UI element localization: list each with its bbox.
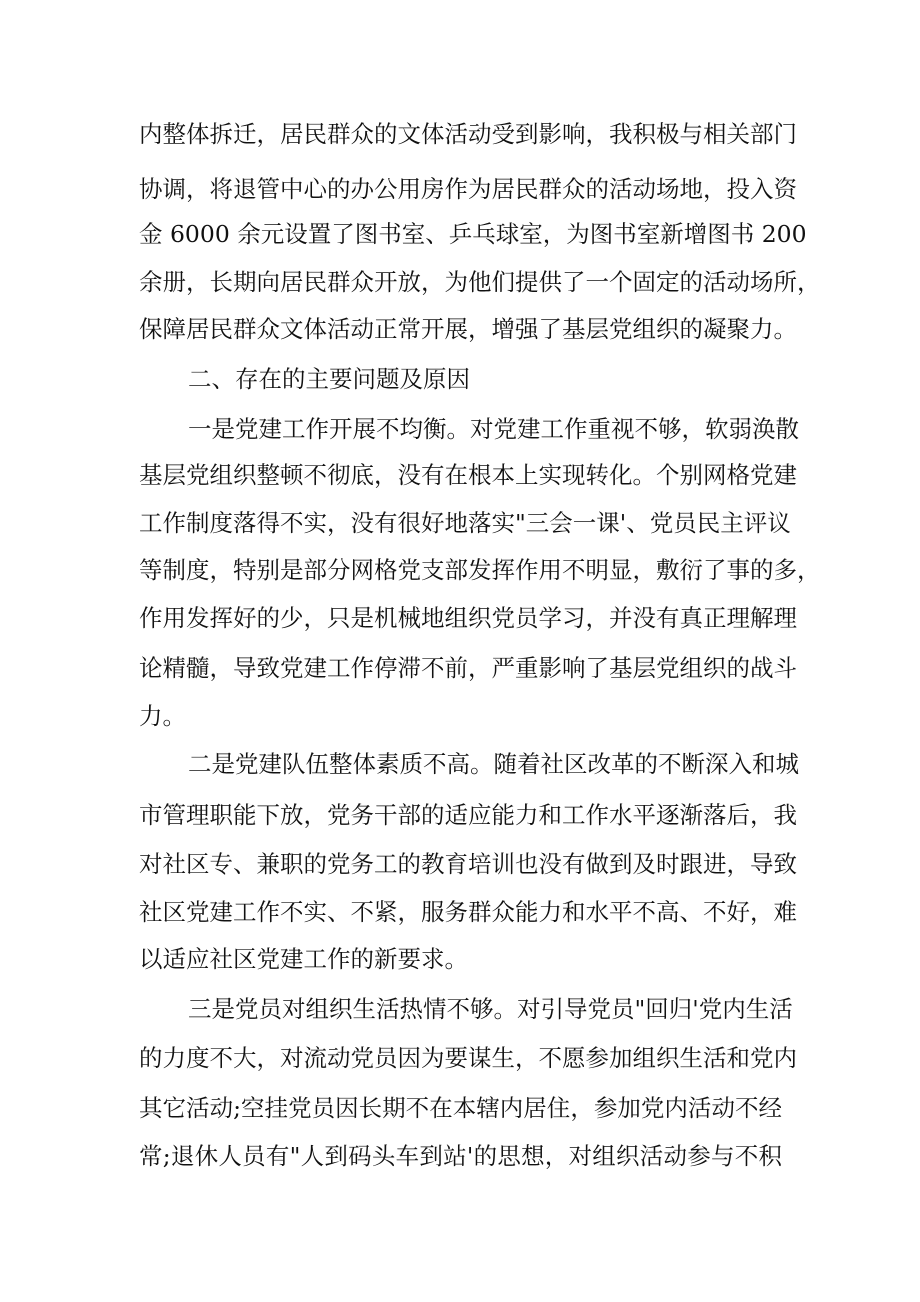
text-line: 内整体拆迁，居民群众的文体活动受到影响，我积极与相关部门 xyxy=(139,120,797,148)
text-line: 市管理职能下放，党务干部的适应能力和工作水平逐渐落后，我 xyxy=(139,801,797,829)
text-line: 余册，长期向居民群众开放，为他们提供了一个固定的活动场所， xyxy=(139,268,821,296)
text-line: 等制度，特别是部分网格党支部发挥作用不明显，敷衍了事的多， xyxy=(139,556,821,584)
text-line: 协调，将退管中心的办公用房作为居民群众的活动场地，投入资 xyxy=(139,175,797,203)
text-line: 对社区专、兼职的党务工的教育培训也没有做到及时跟进，导致 xyxy=(139,850,797,878)
text-line: 社区党建工作不实、不紧，服务群众能力和水平不高、不好，难 xyxy=(139,898,797,926)
text-line: 以适应社区党建工作的新要求。 xyxy=(139,945,468,973)
text-line: 作用发挥好的少，只是机械地组织党员学习，并没有真正理解理 xyxy=(139,604,797,632)
section-heading: 二、存在的主要问题及原因 xyxy=(188,365,470,393)
text-line: 工作制度落得不实，没有很好地落实"三会一课'、党员民主评议 xyxy=(139,509,791,537)
text-line: 金 6000 余元设置了图书室、乒乓球室，为图书室新增图书 200 xyxy=(139,220,807,248)
text-line: 其它活动;空挂党员因长期不在本辖内居住，参加党内活动不经 xyxy=(139,1094,782,1122)
text-line: 的力度不大，对流动党员因为要谋生，不愿参加组织生活和党内 xyxy=(139,1044,797,1072)
text-line: 常;退休人员有"人到码头车到站'的思想，对组织活动参与不积 xyxy=(139,1142,782,1170)
text-line: 力。 xyxy=(139,702,186,730)
text-line: 保障居民群众文体活动正常开展，增强了基层党组织的凝聚力。 xyxy=(139,315,797,343)
text-line: 一是党建工作开展不均衡。对党建工作重视不够，软弱涣散 xyxy=(188,415,799,443)
text-line: 论精髓，导致党建工作停滞不前，严重影响了基层党组织的战斗 xyxy=(139,654,797,682)
text-line: 基层党组织整顿不彻底，没有在根本上实现转化。个别网格党建 xyxy=(139,461,797,489)
text-line: 二是党建队伍整体素质不高。随着社区改革的不断深入和城 xyxy=(188,750,799,778)
text-line: 三是党员对组织生活热情不够。对引导党员"回归'党内生活 xyxy=(188,995,793,1023)
